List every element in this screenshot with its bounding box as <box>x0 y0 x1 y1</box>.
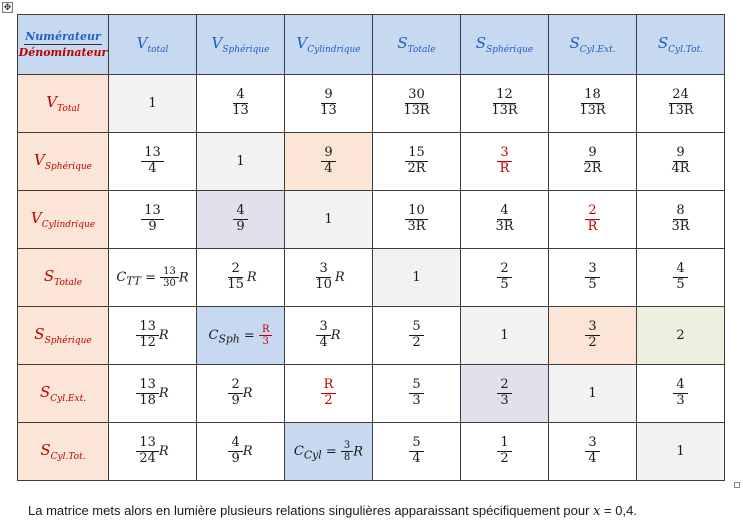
numerator: 9 <box>673 146 687 162</box>
denominator: 4R <box>671 161 690 176</box>
denominator: 3 <box>412 393 421 408</box>
fraction <box>312 262 335 293</box>
matrix-cell <box>637 133 725 191</box>
table-row <box>18 75 725 133</box>
row-symbol-sub: Sphérique <box>44 162 92 172</box>
cell-value: 2 <box>676 328 685 343</box>
numerator: 3 <box>585 262 599 278</box>
column-symbol <box>136 34 169 55</box>
matrix-cell <box>373 191 461 249</box>
constant-sub: Cyl <box>303 448 322 462</box>
cell-value: 1 <box>412 270 421 285</box>
column-symbol-sub: Totale <box>407 45 436 55</box>
numerator: 2 <box>497 262 511 278</box>
numerator: 13 <box>160 266 179 279</box>
denominator: R <box>587 219 598 234</box>
numerator: 3 <box>316 262 330 278</box>
column-symbol-base: S <box>569 34 580 52</box>
denominator: 3R <box>671 219 690 234</box>
denominator: 24 <box>139 451 156 466</box>
matrix-cell: $C_{Cyl}$ = $\frac{3}{8}$ R <box>285 423 373 481</box>
fraction <box>160 266 179 290</box>
constant-sub: TT <box>126 274 141 288</box>
denominator: 2 <box>412 335 421 350</box>
fraction <box>404 146 428 177</box>
fraction <box>321 378 337 409</box>
numerator: 1 <box>497 436 511 452</box>
fraction <box>488 88 520 119</box>
column-symbol-sub: Sphérique <box>222 45 270 55</box>
corner-header-cell <box>18 15 109 75</box>
column-symbol-base: V <box>296 34 308 52</box>
matrix-cell <box>109 423 197 481</box>
numerator: 3 <box>497 146 511 162</box>
denominator: 9 <box>231 393 240 408</box>
caption-text <box>28 503 637 519</box>
matrix-cell <box>461 307 549 365</box>
numerator: 5 <box>409 320 423 336</box>
matrix-cell <box>549 423 637 481</box>
suffix-variable: R <box>242 444 253 459</box>
numerator: 3 <box>316 320 330 336</box>
constant-symbol: C <box>293 444 304 459</box>
fraction <box>136 436 159 467</box>
suffix-variable: R <box>158 328 169 343</box>
fraction <box>400 88 432 119</box>
fraction <box>497 146 513 177</box>
fraction <box>136 320 159 351</box>
numerator-label: Numérateur <box>25 30 101 43</box>
column-symbol <box>397 34 436 55</box>
numerator: 2 <box>228 378 242 394</box>
numerator: 4 <box>233 88 247 104</box>
fraction <box>492 204 516 235</box>
fraction <box>497 436 511 467</box>
denominator: 9 <box>236 219 245 234</box>
numerator: 10 <box>405 204 428 220</box>
denominator: 13 <box>320 103 337 118</box>
denominator: 9 <box>231 451 240 466</box>
fraction <box>585 320 599 351</box>
numerator: 13 <box>136 436 159 452</box>
denominator: 12 <box>139 335 156 350</box>
constant-name <box>116 270 141 288</box>
numerator: 12 <box>493 88 516 104</box>
matrix-cell <box>285 307 373 365</box>
row-symbol-base: V <box>30 209 42 227</box>
matrix-cell <box>637 191 725 249</box>
cell-value: 1 <box>236 154 245 169</box>
matrix-cell <box>637 365 725 423</box>
row-header-s-spherique <box>18 307 109 365</box>
denominator: 4 <box>319 335 328 350</box>
table-move-handle-icon[interactable]: ✥ <box>3 3 12 13</box>
row-symbol-base: S <box>34 325 45 343</box>
row-symbol <box>30 209 96 230</box>
denominator: 10 <box>315 277 332 292</box>
numerator: 4 <box>673 378 687 394</box>
row-symbol-sub: Cyl.Tot. <box>50 452 86 462</box>
column-header-v-spherique <box>197 15 285 75</box>
numerator: 2 <box>585 204 599 220</box>
matrix-cell <box>373 423 461 481</box>
table-row <box>18 133 725 191</box>
matrix-cell: $C_{Sph}$ = $\frac{R}{3}$ <box>197 307 285 365</box>
ratio-matrix-table <box>17 14 725 481</box>
fraction <box>673 378 687 409</box>
matrix-cell <box>637 307 725 365</box>
fraction <box>228 378 242 409</box>
constant-symbol: C <box>116 270 127 285</box>
caption-variable: x <box>593 504 601 519</box>
column-symbol-base: V <box>136 34 148 52</box>
column-header-v-cylindrique <box>285 15 373 75</box>
suffix-variable: R <box>158 444 169 459</box>
row-symbol-sub: Cyl.Ext. <box>50 394 87 404</box>
matrix-cell <box>109 75 197 133</box>
constant-sub: Sph <box>218 332 240 346</box>
row-symbol-sub: Cylindrique <box>41 220 96 230</box>
numerator: 15 <box>405 146 428 162</box>
numerator: 13 <box>141 204 164 220</box>
column-header-s-cyl-ext <box>549 15 637 75</box>
table-row <box>18 191 725 249</box>
numerator: 13 <box>136 378 159 394</box>
constant-symbol: C <box>208 328 219 343</box>
fraction <box>497 378 511 409</box>
column-symbol-base: V <box>211 34 223 52</box>
denominator: 4 <box>588 451 597 466</box>
denominator: 15 <box>227 277 244 292</box>
matrix-cell <box>461 249 549 307</box>
matrix-cell <box>461 191 549 249</box>
row-symbol <box>34 151 92 172</box>
fraction <box>673 262 687 293</box>
named-constant <box>341 439 353 463</box>
matrix-cell: $C_{TT}$ = $\frac{13}{30}$ R <box>109 249 197 307</box>
fraction <box>580 146 604 177</box>
numerator: 30 <box>405 88 428 104</box>
fraction <box>585 436 599 467</box>
matrix-cell <box>285 365 373 423</box>
matrix-cell <box>549 249 637 307</box>
matrix-cell <box>373 133 461 191</box>
row-symbol-base: V <box>34 151 45 169</box>
column-header-s-cyl-tot <box>637 15 725 75</box>
matrix-cell <box>549 191 637 249</box>
matrix-cell <box>285 191 373 249</box>
matrix-cell <box>109 133 197 191</box>
denominator: 30 <box>163 278 176 289</box>
row-symbol-base: S <box>40 441 51 459</box>
cell-value: 1 <box>588 386 597 401</box>
fraction <box>664 88 696 119</box>
matrix-cell <box>285 249 373 307</box>
suffix-variable: R <box>330 328 341 343</box>
fraction <box>141 204 164 235</box>
column-symbol <box>475 34 534 55</box>
denominator: 2 <box>588 335 597 350</box>
fraction <box>668 146 692 177</box>
fraction <box>585 262 599 293</box>
column-symbol <box>211 34 270 55</box>
fraction <box>409 436 423 467</box>
row-symbol <box>46 93 80 114</box>
matrix-cell <box>637 423 725 481</box>
numerator: 9 <box>321 88 335 104</box>
numerator: 3 <box>341 440 353 453</box>
suffix-variable: R <box>158 386 169 401</box>
numerator: 24 <box>669 88 692 104</box>
column-header-v-total <box>109 15 197 75</box>
column-symbol-base: S <box>657 34 669 52</box>
denominator: 5 <box>588 277 597 292</box>
caption-after: = 0,4. <box>600 503 637 518</box>
row-symbol-base: S <box>43 267 55 285</box>
matrix-cell <box>637 75 725 133</box>
matrix-cell <box>285 133 373 191</box>
matrix-cell <box>109 307 197 365</box>
row-symbol <box>40 441 86 462</box>
column-symbol <box>296 34 361 55</box>
matrix-cell <box>197 365 285 423</box>
denominator: 4 <box>148 161 157 176</box>
denominator: 2 <box>324 393 333 408</box>
fraction <box>228 436 242 467</box>
fraction <box>668 204 692 235</box>
suffix-variable: R <box>334 270 345 285</box>
fraction <box>497 262 511 293</box>
numerator: 13 <box>136 320 159 336</box>
numerator: 13 <box>141 146 164 162</box>
denominator: 2 <box>500 451 509 466</box>
row-symbol-sub: Sphérique <box>44 336 92 346</box>
fraction <box>409 378 423 409</box>
denominator: 2R <box>407 161 426 176</box>
row-symbol-sub: Totale <box>54 278 83 288</box>
numerator: 2 <box>497 378 511 394</box>
matrix-cell <box>373 249 461 307</box>
row-symbol <box>34 325 92 346</box>
denominator-label: Dénominateur <box>18 46 108 59</box>
constant-name <box>208 328 240 346</box>
matrix-cell <box>549 75 637 133</box>
row-header-v-total <box>18 75 109 133</box>
column-symbol-sub: Cyl.Ext. <box>579 45 616 55</box>
matrix-cell <box>197 423 285 481</box>
numerator: 2 <box>228 262 242 278</box>
fraction <box>585 204 601 235</box>
row-header-s-cyl-ext <box>18 365 109 423</box>
numerator: 4 <box>233 204 247 220</box>
matrix-cell <box>461 133 549 191</box>
constant-name <box>293 444 322 462</box>
column-symbol-sub: total <box>147 45 169 55</box>
matrix-cell <box>637 249 725 307</box>
numerator: 3 <box>585 436 599 452</box>
denominator: 13R <box>579 103 606 118</box>
fraction <box>316 320 330 351</box>
named-constant <box>160 265 179 289</box>
fraction <box>576 88 608 119</box>
denominator: 3 <box>676 393 685 408</box>
row-header-s-totale <box>18 249 109 307</box>
cell-value: 1 <box>324 212 333 227</box>
matrix-cell <box>461 365 549 423</box>
column-symbol-sub: Sphérique <box>486 45 534 55</box>
denominator: 3 <box>262 336 269 347</box>
table-row <box>18 365 725 423</box>
matrix-cell <box>373 307 461 365</box>
numerator: 4 <box>497 204 511 220</box>
table-row <box>18 249 725 307</box>
matrix-cell <box>461 75 549 133</box>
column-symbol <box>657 34 704 55</box>
denominator: 8 <box>343 452 351 463</box>
numerator: 5 <box>409 378 423 394</box>
denominator: 18 <box>139 393 156 408</box>
matrix-cell <box>285 75 373 133</box>
matrix-cell <box>197 75 285 133</box>
numerator: R <box>321 378 337 394</box>
column-header-s-spherique <box>461 15 549 75</box>
caption-before: La matrice mets alors en lumière plusieurs relations singulières apparaissant spécifiquement pour <box>28 503 594 518</box>
denominator: 13 <box>232 103 249 118</box>
column-symbol-base: S <box>397 34 408 52</box>
denominator: 4 <box>324 161 333 176</box>
denominator: 3R <box>407 219 426 234</box>
row-header-v-cylindrique <box>18 191 109 249</box>
denominator: 5 <box>676 277 685 292</box>
matrix-cell <box>197 249 285 307</box>
denominator: 3R <box>495 219 514 234</box>
column-symbol-sub: Cyl.Tot. <box>668 45 704 55</box>
numerator: 9 <box>321 146 335 162</box>
cell-value: 1 <box>676 444 685 459</box>
fraction <box>224 262 247 293</box>
denominator: 5 <box>500 277 509 292</box>
matrix-cell <box>109 191 197 249</box>
fraction <box>404 204 428 235</box>
matrix-cell <box>197 191 285 249</box>
row-symbol <box>43 267 83 288</box>
denominator: 13R <box>491 103 518 118</box>
denominator: 3 <box>500 393 509 408</box>
fraction <box>233 204 247 235</box>
fraction <box>321 146 335 177</box>
suffix-variable: R <box>242 386 253 401</box>
numerator: 4 <box>228 436 242 452</box>
column-header-s-totale <box>373 15 461 75</box>
numerator: 8 <box>673 204 687 220</box>
table-row <box>18 423 725 481</box>
fraction <box>341 440 353 464</box>
row-symbol-base: V <box>46 93 58 111</box>
numerator: 9 <box>585 146 599 162</box>
column-symbol-base: S <box>475 34 487 52</box>
numerator: R <box>259 324 273 337</box>
fraction <box>229 88 252 119</box>
numerator: 5 <box>409 436 423 452</box>
table-row <box>18 307 725 365</box>
matrix-cell <box>109 365 197 423</box>
row-symbol <box>39 383 87 404</box>
denominator: 13R <box>403 103 430 118</box>
denominator: R <box>499 161 510 176</box>
denominator: 4 <box>412 451 421 466</box>
numerator: 18 <box>581 88 604 104</box>
matrix-cell <box>197 133 285 191</box>
fraction <box>136 378 159 409</box>
row-header-v-spherique <box>18 133 109 191</box>
matrix-cell <box>373 75 461 133</box>
numerator: 3 <box>585 320 599 336</box>
matrix-cell <box>373 365 461 423</box>
fraction <box>317 88 340 119</box>
denominator: 2R <box>583 161 602 176</box>
fraction <box>259 324 273 348</box>
fraction <box>409 320 423 351</box>
suffix-variable: R <box>246 270 257 285</box>
suffix-variable: R <box>353 444 364 459</box>
row-symbol-sub: Total <box>57 104 80 114</box>
matrix-cell <box>549 365 637 423</box>
row-header-s-cyl-tot <box>18 423 109 481</box>
numerator: 4 <box>673 262 687 278</box>
matrix-cell <box>549 133 637 191</box>
denominator: 9 <box>148 219 157 234</box>
matrix-cell <box>549 307 637 365</box>
column-symbol-sub: Cylindrique <box>307 45 361 55</box>
matrix-cell <box>461 423 549 481</box>
table-resize-handle[interactable] <box>734 482 740 488</box>
suffix-variable: R <box>178 270 189 285</box>
fraction <box>141 146 164 177</box>
named-constant <box>259 323 273 347</box>
denominator: 13R <box>667 103 694 118</box>
cell-value: 1 <box>148 96 157 111</box>
row-symbol-base: S <box>39 383 51 401</box>
column-header-row <box>18 15 725 75</box>
column-symbol <box>569 34 616 55</box>
cell-value: 1 <box>500 328 509 343</box>
